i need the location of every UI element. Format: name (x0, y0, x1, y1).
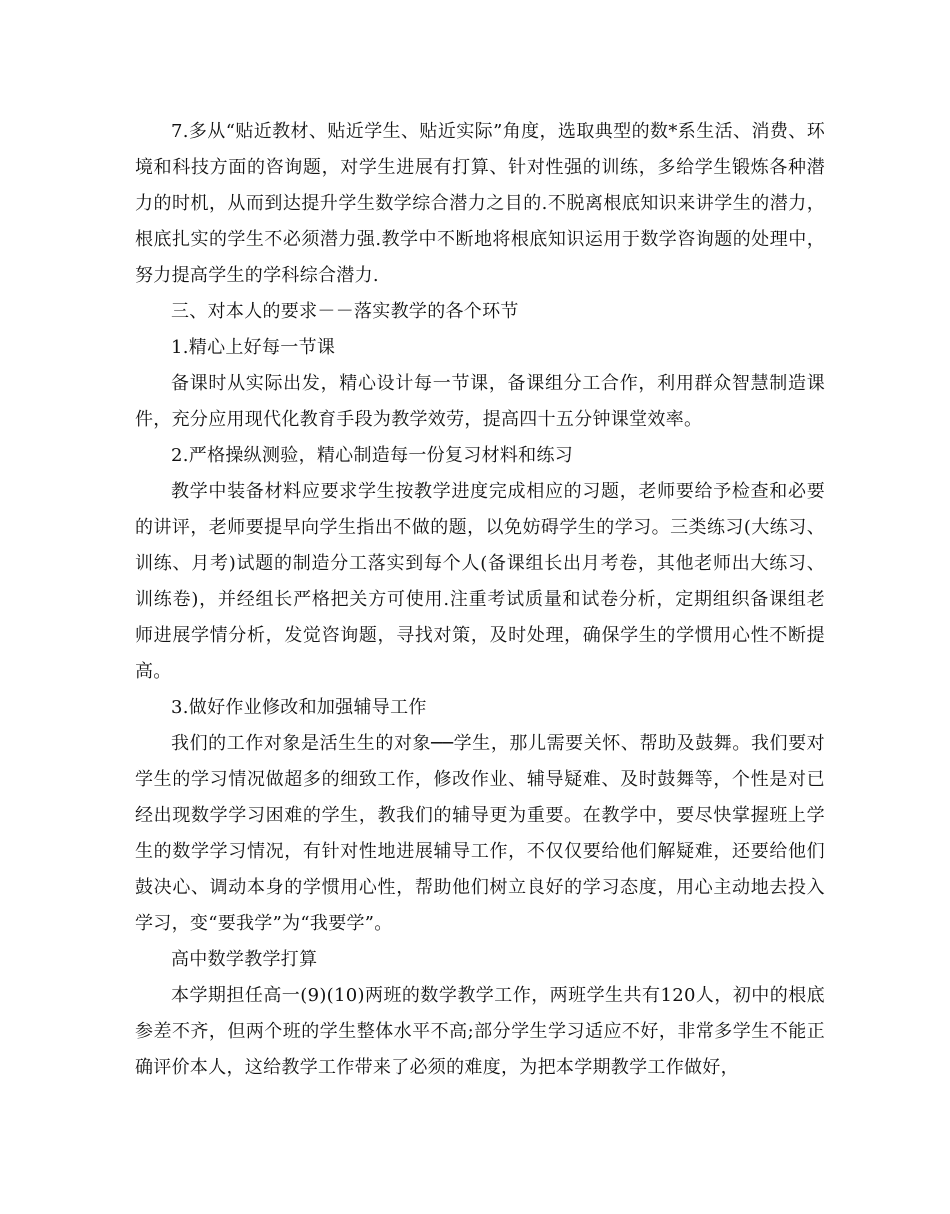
document-body (135, 114, 825, 1086)
subheading-3: 3.做好作业修改和加强辅导工作 (171, 697, 427, 718)
subheading-1: 1.精心上好每一节课 (171, 337, 336, 358)
section-heading-3: 三、对本人的要求－－落实教学的各个环节 (171, 301, 519, 322)
subheading-2: 2.严格操纵测验，精心制造每一份复习材料和练习 (171, 445, 574, 466)
paragraph: 备课时从实际出发，精心设计每一节课，备课组分工合作，利用群众智慧制造课件，充分应用现代化教育手段为教学效劳，提高四十五分钟课堂效率。 (135, 373, 825, 430)
paragraph-item-7: 7.多从“贴近教材、贴近学生、贴近实际”角度，选取典型的数*系生活、消费、环境和科技方面的咨询题，对学生进展有打算、针对性强的训练，多给学生锻炼各种潜力的时机，从而到达提升学生数学综合潜力之目的.不脱离根底知识来讲学生的潜力，根底扎实的学生不必须潜力强.教学中不断地将根底知识运用于数学咨询题的处理中，努力提高学生的学科综合潜力. (135, 121, 825, 286)
section-title: 高中数学教学打算 (171, 949, 318, 970)
paragraph: 教学中装备材料应要求学生按教学进度完成相应的习题，老师要给予检查和必要的讲评，老师要提早向学生指出不做的题，以免妨碍学生的学习。三类练习(大练习、训练、月考)试题的制造分工落实到每个人(备课组长出月考卷，其他老师出大练习、训练卷)，并经组长严格把关方可使用.注重考试质量和试卷分析，定期组织备课组老师进展学情分析，发觉咨询题，寻找对策，及时处理，确保学生的学惯用心性不断提高。 (135, 481, 825, 682)
paragraph: 我们的工作对象是活生生的对象──学生，那儿需要关怀、帮助及鼓舞。我们要对学生的学习情况做超多的细致工作，修改作业、辅导疑难、及时鼓舞等，个性是对已经出现数学学习困难的学生，教我们的辅导更为重要。在教学中，要尽快掌握班上学生的数学学习情况，有针对性地进展辅导工作，不仅仅要给他们解疑难，还要给他们鼓决心、调动本身的学惯用心性，帮助他们树立良好的学习态度，用心主动地去投入学习，变“要我学”为“我要学”。 (135, 733, 825, 934)
paragraph: 本学期担任高一(9)(10)两班的数学教学工作，两班学生共有120人，初中的根底参差不齐，但两个班的学生整体水平不高;部分学生学习适应不好，非常多学生不能正确评价本人，这给教学工作带来了必须的难度，为把本学期教学工作做好， (135, 985, 825, 1078)
